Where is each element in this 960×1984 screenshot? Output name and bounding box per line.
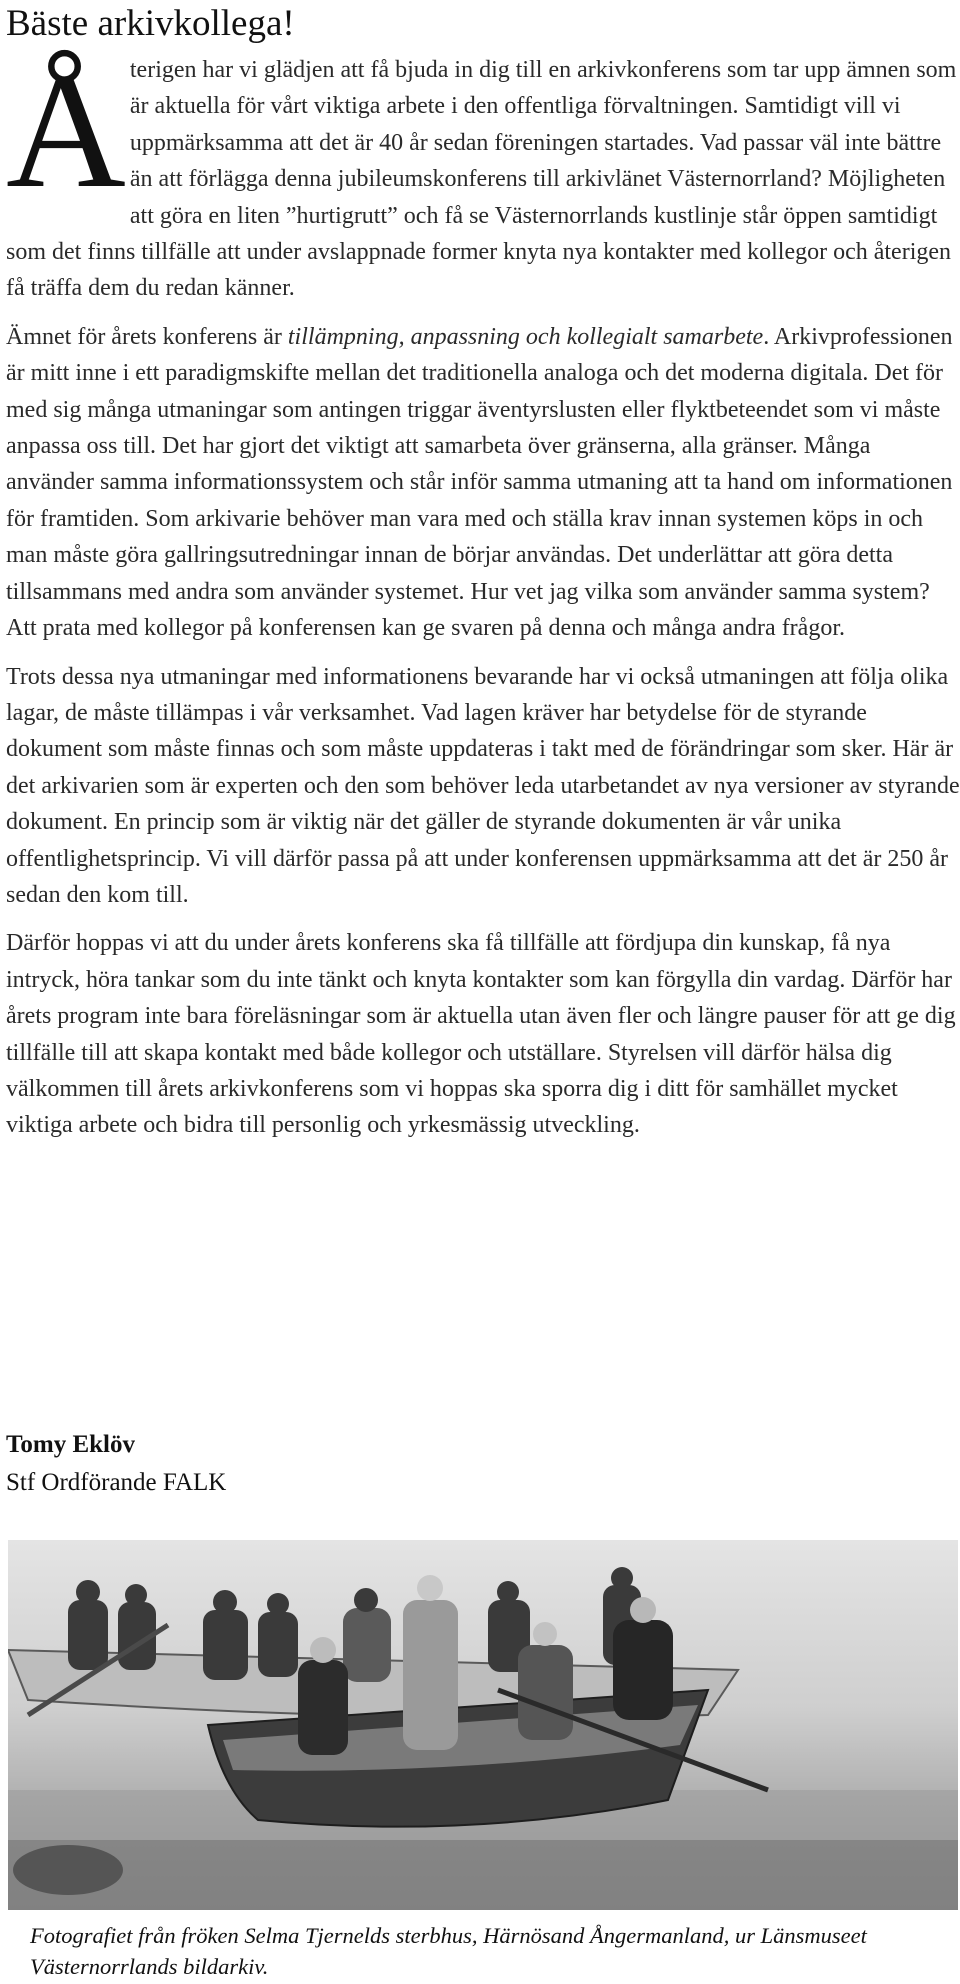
- page-title: Bäste arkivkollega!: [6, 3, 295, 44]
- photo-caption: Fotografiet från fröken Selma Tjernelds sterbhus, Härnösand Ångermanland, ur Länsmuseet Västernorrlands bildarkiv.: [30, 1923, 867, 1979]
- signature-name: Tomy Eklöv: [6, 1431, 135, 1458]
- historic-rowboat-photo: [8, 1540, 958, 1910]
- paragraph-4: Därför hoppas vi att du under årets konferens ska få tillfälle att fördjupa din kunskap, få nya intryck, höra tankar som du inte tänkt och knyta kontakter som kan förgylla din vardag. Därför har årets program inte bara föreläsningar som är aktuella utan även fler och längre pauser för att ge dig tillfälle till att skapa kontakt med både kollegor och utställare. Styrelsen vill därför hälsa dig välkommen till årets arkivkonferens som vi hoppas ska sporra dig i ditt för samhället mycket viktiga arbete och bidra till personlig och yrkesmässig utveckling.: [6, 930, 956, 1139]
- paragraph-3: Trots dessa nya utmaningar med informationens bevarande har vi också utmaningen att följa olika lagar, de måste tillämpas i vår verksamhet. Vad lagen kräver har betydelse för de styrande dokument som måste finnas och som måste uppdateras i takt med de förändringar som sker. Här är det arkivarien som är experten och den som behöver leda utarbetandet av nya versioner av styrande dokument. En princip som är viktig när det gäller de styrande dokumenten är vår unika offentlighetsprincip. Vi vill därför passa på att under konferensen uppmärksamma att det är 250 år sedan den kom till.: [6, 663, 960, 908]
- signature-role: Stf Ordförande FALK: [6, 1469, 227, 1496]
- paragraph-2: [6, 319, 960, 647]
- conference-theme: tillämpning, anpassning och kollegialt samarbete: [287, 323, 764, 350]
- paragraph-1: [6, 38, 960, 307]
- paragraph-2-start: Ämnet för årets konferens är: [6, 323, 288, 350]
- letter-body: [6, 38, 960, 1156]
- signature: [6, 1426, 226, 1502]
- paragraph-2-rest: . Arkivprofessionen är mitt inne i ett paradigmskifte mellan det traditionella analoga och det moderna digitala. Det för med sig många utmaningar som antingen triggar äventyrslusten eller flyktbeteendet som vi måste anpassa oss till. Det har gjort det viktigt att samarbeta över gränserna, alla gränser. Många använder samma informationssystem och står inför samma utmaning att ta hand om informationen för framtiden. Som arkivarie behöver man vara med och ställa krav innan systemen köps in och man måste göra gallringsutredningar innan de börjar användas. Det underlättar att göra detta tillsammans med andra som använder systemet. Hur vet jag vilka som använder samma system? Att prata med kollegor på konferensen kan ge svaren på denna och många andra frågor.: [6, 323, 953, 642]
- paragraph-1-text: terigen har vi glädjen att få bjuda in dig till en arkivkonferens som tar upp ämnen som är aktuella för vårt viktiga arbete i den offentliga förvaltningen. Samtidigt vill vi uppmärksamma att det är 40 år sedan föreningen startades. Vad passar väl inte bättre än att förlägga denna jubileumskonferens till arkivlänet Västernorrland? Möjligheten att göra en liten ”hurtigrutt” och få se Västernorrlands kustlinje står öppen samtidigt som det finns tillfälle att under avslappnade former knyta nya kontakter med kollegor och återigen få träffa dem du redan känner.: [6, 57, 957, 302]
- drop-cap: Å: [6, 38, 126, 222]
